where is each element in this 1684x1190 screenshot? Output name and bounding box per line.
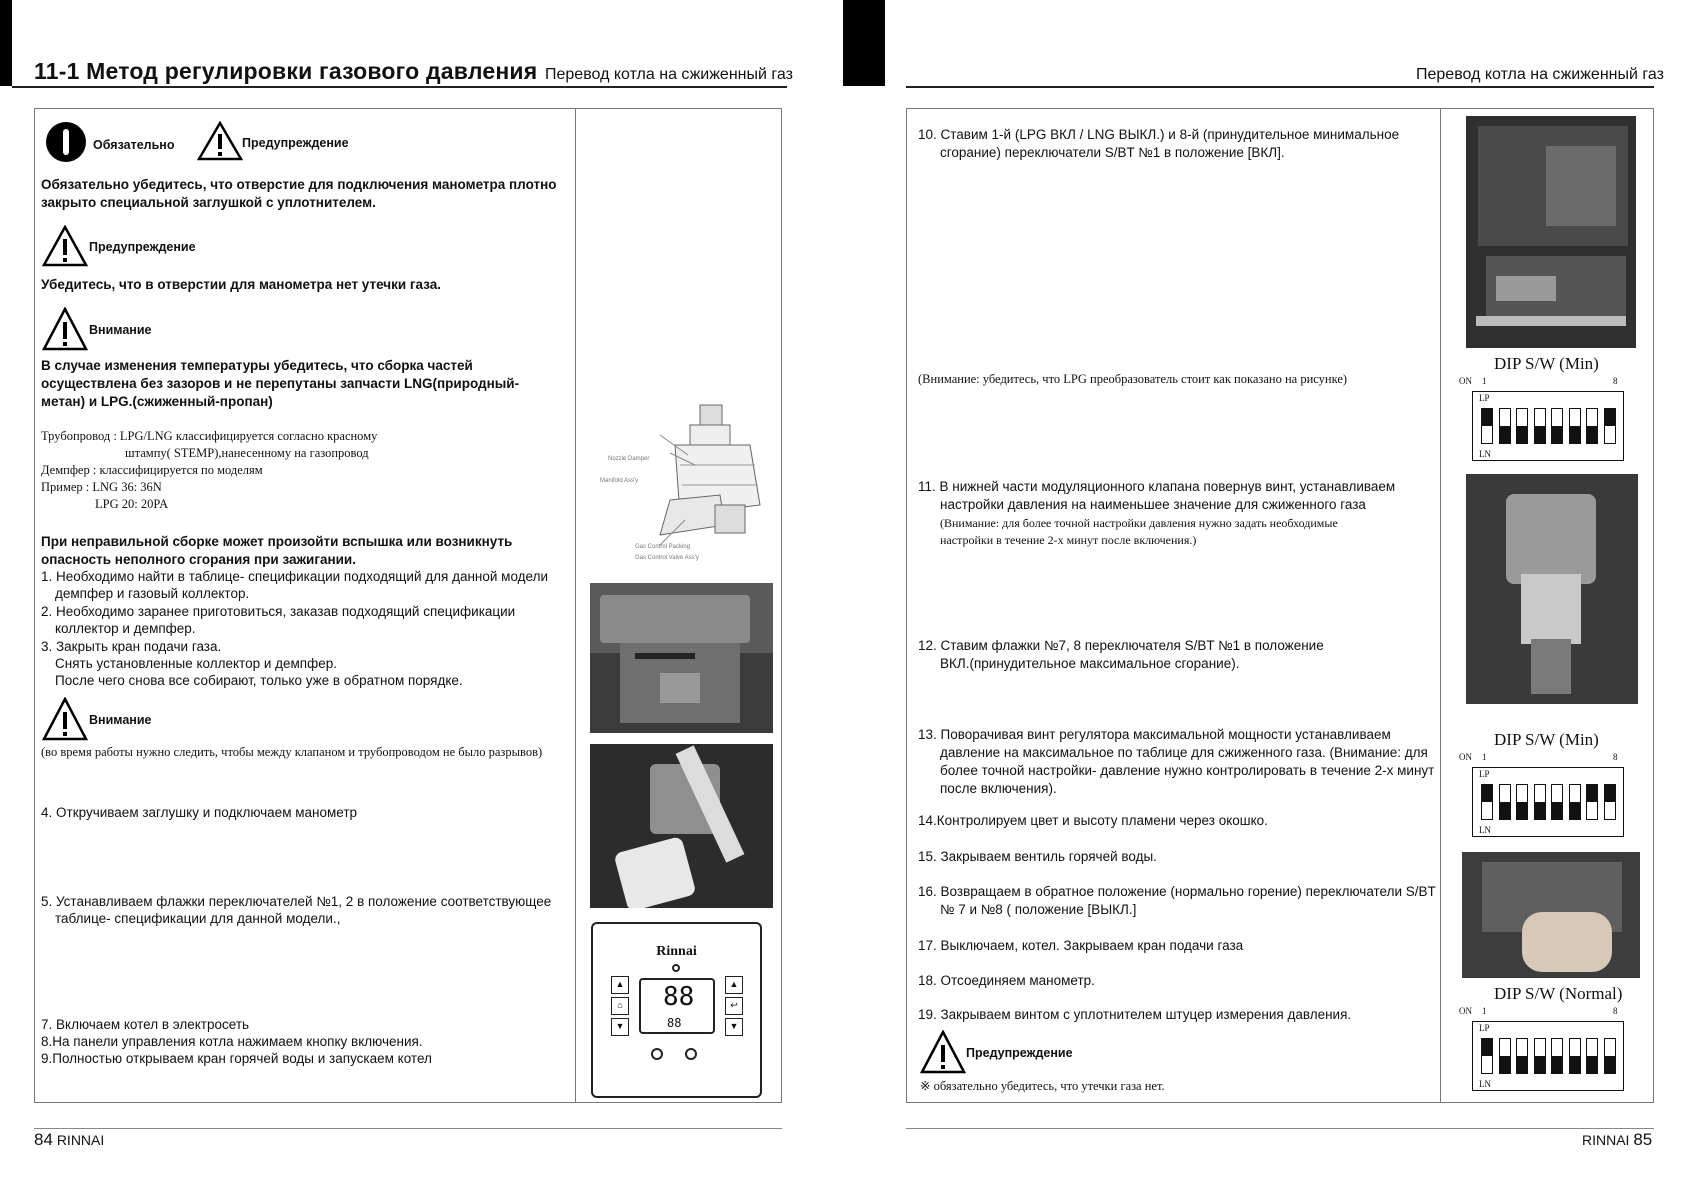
- dip-one-label: 1: [1482, 376, 1487, 386]
- dip-on-label: ON: [1459, 376, 1472, 386]
- dip-switch-7: [1586, 1038, 1598, 1074]
- final-note: ※ обязательно убедитесь, что утечки газа нет.: [920, 1079, 1165, 1093]
- up-button-right[interactable]: ▲: [725, 976, 743, 994]
- bath-button[interactable]: ↩: [725, 997, 743, 1015]
- dip-switch-1: [1481, 408, 1493, 444]
- caution-icon: [42, 307, 88, 351]
- footer-rule: [34, 1128, 782, 1129]
- dip-switch-6: [1569, 408, 1581, 444]
- dip-switch-8: [1604, 408, 1616, 444]
- photo-manifold: [590, 583, 773, 733]
- dip-ln-label: LN: [1479, 825, 1491, 835]
- page-number: 85: [1633, 1130, 1653, 1149]
- steps-1-3: [41, 568, 566, 689]
- bold-warning: При неправильной сборке может произойти вспышка или возникнуть опасность неполного сгорания при зажигании.: [41, 534, 513, 567]
- dip-switch-6: [1569, 784, 1581, 820]
- dip-switch-6: [1569, 1038, 1581, 1074]
- display-digits: 88: [663, 982, 695, 1012]
- step-17: 17. Выключаем, котел. Закрываем кран подачи газа: [918, 938, 1244, 953]
- dip-lp-label: LP: [1479, 1023, 1490, 1033]
- step: После чего снова все собирают, только уже в обратном порядке.: [55, 673, 463, 688]
- dip-ln-label: LN: [1479, 449, 1491, 459]
- dip-lp-label: LP: [1479, 393, 1490, 403]
- step-16: 16. Возвращаем в обратное положение (нормально горение) переключатели S/BT № 7 и №8 ( положение [ВЫКЛ.]: [918, 884, 1436, 917]
- left-buttons: [611, 976, 629, 1036]
- dip-switch-1: [1481, 1038, 1493, 1074]
- note-1: (Внимание: убедитесь, что LPG преобразователь стоит как показано на рисунке): [918, 372, 1348, 386]
- warning-label: Предупреждение: [966, 1046, 1073, 1060]
- steps-7-9: [41, 1016, 432, 1067]
- step-11: 11. В нижней части модуляционного клапана повернув винт, устанавливаем настройки давления на наименьшее значение для сжиженного газа: [918, 479, 1396, 512]
- mandatory-label: Обязательно: [93, 138, 175, 152]
- dip-switch-3: [1516, 1038, 1528, 1074]
- diagram-label: Gas Control Valve Ass'y: [635, 555, 699, 561]
- dip-switch-block-3: [1472, 1021, 1624, 1091]
- warning-text-2: Убедитесь, что в отверстии для манометра нет утечки газа.: [41, 277, 441, 292]
- display-digits-small: 88: [667, 1016, 682, 1030]
- step: 1. Необходимо найти в таблице- спецификации подходящий для данной модели демпфер и газовый коллектор.: [41, 569, 549, 601]
- dip-eight-label: 8: [1613, 376, 1618, 386]
- header-rule: [12, 86, 787, 88]
- caution-label-2: Внимание: [89, 713, 152, 727]
- dip-title-1: DIP S/W (Min): [1494, 354, 1599, 373]
- photo-pcb: [1466, 116, 1636, 348]
- down-button[interactable]: ▼: [611, 1018, 629, 1036]
- step-10: 10. Ставим 1-й (LPG ВКЛ / LNG ВЫКЛ.) и 8-й (принудительное минимальное сгорание) переключатели S/BT №1 в положение [ВКЛ].: [918, 127, 1400, 160]
- step: 7. Включаем котел в электросеть: [41, 1017, 250, 1032]
- dip-one-label: 1: [1482, 1006, 1487, 1016]
- power-button[interactable]: [651, 1048, 663, 1060]
- pipe-line: Пример : LNG 36: 36N: [41, 480, 162, 494]
- warning-label-2: Предупреждение: [89, 240, 196, 254]
- dip-switch-2: [1499, 1038, 1511, 1074]
- dip-switch-2: [1499, 784, 1511, 820]
- down-button-right[interactable]: ▼: [725, 1018, 743, 1036]
- step-14: 14.Контролируем цвет и высоту пламени через окошко.: [918, 813, 1268, 828]
- pipe-notes: [41, 428, 377, 513]
- mandatory-text: Обязательно убедитесь, что отверстие для подключения манометра плотно закрыто специальной заглушкой с уплотнителем.: [41, 177, 557, 210]
- mandatory-icon: [46, 122, 86, 162]
- warning-icon: [42, 225, 88, 267]
- dip-switch-5: [1551, 408, 1563, 444]
- caution-icon: [42, 697, 88, 741]
- dip-ln-label: LN: [1479, 1079, 1491, 1089]
- diagram-label: Nozzle Damper: [608, 456, 650, 462]
- dip-switch-5: [1551, 1038, 1563, 1074]
- step: 8.На панели управления котла нажимаем кнопку включения.: [41, 1034, 423, 1049]
- panel-brand: Rinnai: [656, 944, 697, 959]
- corner-tab: [0, 0, 12, 86]
- pipe-line: LPG 20: 20PA: [95, 497, 169, 511]
- dip-lp-label: LP: [1479, 769, 1490, 779]
- dip-switch-8: [1604, 1038, 1616, 1074]
- dip-eight-label: 8: [1613, 752, 1618, 762]
- caution-label: Внимание: [89, 323, 152, 337]
- dip-switch-7: [1586, 784, 1598, 820]
- step-4: 4. Откручиваем заглушку и подключаем манометр: [41, 805, 358, 820]
- control-panel: [591, 922, 762, 1098]
- dip-switch-3: [1516, 784, 1528, 820]
- pipe-line: штампу( STEMP),нанесенному на газопровод: [125, 446, 369, 460]
- caution-text: В случае изменения температуры убедитесь, что сборка частей осуществлена без зазоров и не перепутаны запчасти LNG(природный-метан) и LPG.(сжиженный-пропан): [41, 358, 520, 409]
- footer-rule: [906, 1128, 1654, 1129]
- mode-button[interactable]: [685, 1048, 697, 1060]
- photo-modulation-valve: [1466, 474, 1638, 704]
- dip-switch-4: [1534, 1038, 1546, 1074]
- diagram-label: Gas Control Packing: [635, 544, 691, 550]
- step-12: 12. Ставим флажки №7, 8 переключателя S/BT №1 в положение ВКЛ.(принудительное максимальное сгорание).: [918, 638, 1324, 671]
- page-number: 84: [34, 1130, 53, 1149]
- dip-title-3: DIP S/W (Normal): [1494, 984, 1623, 1003]
- step-15: 15. Закрываем вентиль горячей воды.: [918, 849, 1157, 864]
- step: 9.Полностью открываем кран горячей воды и запускаем котел: [41, 1051, 432, 1066]
- dip-switch-4: [1534, 784, 1546, 820]
- warning-icon: [197, 121, 243, 161]
- dip-on-label: ON: [1459, 1006, 1472, 1016]
- step-11-note: (Внимание: для более точной настройки давления нужно задать необходимые настройки в течение 2-х минут после включения.): [940, 516, 1338, 547]
- header-rule: [906, 86, 1654, 88]
- diagram-label: Manifold Ass'y: [600, 478, 639, 484]
- panel-display: [639, 978, 715, 1034]
- dip-title-2: DIP S/W (Min): [1494, 730, 1599, 749]
- dip-switch-1: [1481, 784, 1493, 820]
- dip-switch-2: [1499, 408, 1511, 444]
- power-icon: [672, 964, 680, 972]
- dip-switch-7: [1586, 408, 1598, 444]
- brand: RINNAI: [1582, 1132, 1630, 1148]
- dip-one-label: 1: [1482, 752, 1487, 762]
- step-13: 13. Поворачивая винт регулятора максимальной мощности устанавливаем давление на максимальное по таблице для сжиженного газа. (Внимание: для более точной настройки- давление нужно контролировать в течение 2-х минут после включения).: [918, 727, 1435, 796]
- dip-switch-block-2: [1472, 767, 1624, 837]
- caution-text-2: (во время работы нужно следить, чтобы между клапаном и трубопроводом не было разрывов): [41, 745, 543, 759]
- home-button[interactable]: ⌂: [611, 997, 629, 1015]
- column-divider: [575, 108, 576, 1103]
- corner-tab: [843, 0, 885, 86]
- warning-label: Предупреждение: [242, 136, 349, 150]
- dip-switch-4: [1534, 408, 1546, 444]
- step-5: 5. Устанавливаем флажки переключателей №1, 2 в положение соответствующее таблице- спецификации для данной модели.,: [41, 894, 552, 926]
- photo-manometer: [590, 744, 773, 908]
- warning-icon: [920, 1030, 966, 1074]
- right-buttons: [725, 976, 743, 1036]
- dip-on-label: ON: [1459, 752, 1472, 762]
- footer-left: [34, 1130, 104, 1150]
- manifold-diagram: [600, 395, 770, 570]
- pipe-line: Демпфер : классифицируется по моделям: [41, 463, 263, 477]
- footer-right: [1582, 1130, 1652, 1150]
- pipe-line: Трубопровод : LPG/LNG классифицируется согласно красному: [41, 429, 378, 443]
- brand: RINNAI: [56, 1132, 105, 1148]
- dip-switch-block-1: [1472, 391, 1624, 461]
- page-title: 11-1 Метод регулировки газового давления: [34, 58, 538, 84]
- step: 2. Необходимо заранее приготовиться, заказав подходящий спецификации коллектор и демпфер.: [41, 604, 516, 636]
- page-subtitle: Перевод котла на сжиженный газ: [1416, 66, 1664, 83]
- dip-eight-label: 8: [1613, 1006, 1618, 1016]
- dip-switch-5: [1551, 784, 1563, 820]
- column-divider: [1440, 108, 1441, 1103]
- up-button[interactable]: ▲: [611, 976, 629, 994]
- dip-switch-8: [1604, 784, 1616, 820]
- step: 3. Закрыть кран подачи газа.: [41, 639, 222, 654]
- photo-dip-switch: [1462, 852, 1640, 978]
- step-18: 18. Отсоединяем манометр.: [918, 973, 1095, 988]
- dip-switch-3: [1516, 408, 1528, 444]
- page-subtitle: Перевод котла на сжиженный газ: [545, 66, 793, 83]
- step-19: 19. Закрываем винтом с уплотнителем штуцер измерения давления.: [918, 1007, 1352, 1022]
- step: Снять установленные коллектор и демпфер.: [55, 656, 337, 671]
